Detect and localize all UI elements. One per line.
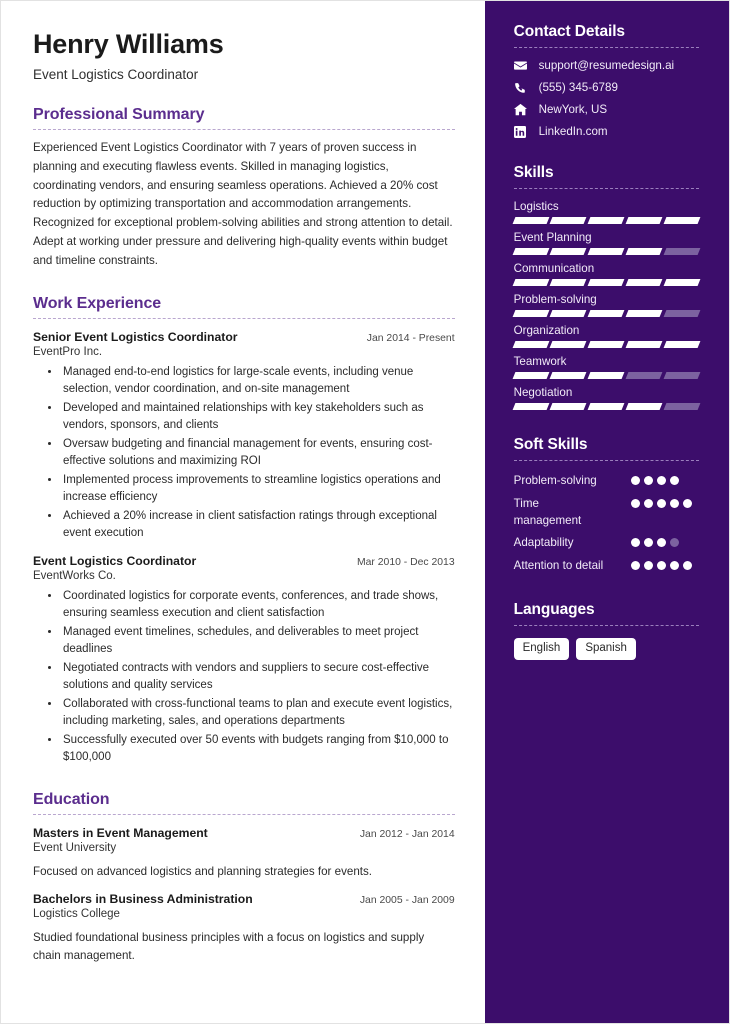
soft-skill-name: Time management (513, 496, 582, 527)
divider (514, 460, 699, 461)
soft-skill-list (514, 473, 699, 575)
language-list (514, 638, 699, 660)
work-bullet: • Coordinated logistics for corporate events, conferences, and trade shows, ensuring seamless execution and client satisfaction (61, 588, 455, 623)
education-entry (33, 892, 455, 965)
divider (514, 625, 699, 626)
education-entry-title: Masters in Event Management (33, 825, 208, 840)
skill-segment (664, 217, 701, 224)
divider (514, 188, 699, 189)
skill-segment (664, 248, 701, 255)
skill-segment (550, 217, 587, 224)
soft-skill-dot (670, 538, 679, 547)
work-bullet: • Developed and maintained relationships with key stakeholders such as vendors, sponsors, and clients (61, 400, 455, 435)
skill-segment (512, 403, 549, 410)
work-entry-header (33, 554, 455, 568)
section-contact-details (514, 23, 699, 138)
work-entry-company: EventWorks Co. (33, 570, 116, 583)
work-bullet: • Successfully executed over 50 events with budgets ranging from $10,000 to $100,000 (61, 732, 455, 767)
soft-skill-item (514, 496, 699, 530)
skill-segment (626, 372, 663, 379)
skill-item (514, 231, 699, 255)
section-heading-summary: Professional Summary (33, 106, 205, 124)
section-heading-soft-skills: Soft Skills (513, 436, 588, 453)
skill-segment (664, 403, 701, 410)
section-heading-skills: Skills (513, 164, 554, 181)
skill-item (514, 324, 699, 348)
main-column (1, 1, 485, 1023)
skill-level-bar (514, 372, 699, 379)
work-bullet: • Oversaw budgeting and financial management for events, ensuring cost-effective solutions and maximizing ROI (61, 436, 455, 471)
contact-item-value: (555) 345-6789 (538, 81, 618, 94)
skill-item (514, 262, 699, 286)
soft-skill-dot (631, 499, 640, 508)
contact-item-value: LinkedIn.com (538, 125, 608, 138)
skill-segment (588, 310, 625, 317)
envelope-icon (514, 59, 531, 72)
skill-segment (588, 341, 625, 348)
section-skills (514, 164, 699, 410)
soft-skill-dot (644, 538, 653, 547)
skill-segment (588, 217, 625, 224)
skill-segment (588, 279, 625, 286)
skill-level-bar (514, 248, 699, 255)
section-education (33, 791, 455, 966)
summary-text: Experienced Event Logistics Coordinator with 7 years of proven success in planning and executing flawless events. Skilled in managing logistics, coordinating vendors, and ensuring seamless operations. Achieved a 20% cost reduction by optimizing transportation and accommodation arrangements. Recognized for exceptional problem-solving abilities and strong attention to detail. Adept at working under pressure and delivering high-quality events within budget and timeline constraints. (33, 141, 453, 267)
candidate-job-title: Event Logistics Coordinator (33, 67, 199, 83)
education-entry-school: Event University (33, 841, 117, 854)
skill-segment (550, 279, 587, 286)
soft-skill-name: Problem-solving (513, 474, 597, 487)
work-bullet: • Managed end-to-end logistics for large-scale events, including venue selection, vendor coordination, and on-site management (61, 364, 455, 399)
skill-segment (550, 372, 587, 379)
skill-segment (626, 403, 663, 410)
skill-name: Negotiation (513, 386, 573, 399)
work-entry-date: Mar 2010 - Dec 2013 (356, 557, 455, 569)
soft-skill-dot (657, 561, 666, 570)
skill-segment (550, 341, 587, 348)
skill-segment (664, 341, 701, 348)
skill-segment (626, 279, 663, 286)
sidebar (485, 1, 729, 1023)
soft-skill-item (514, 473, 699, 490)
education-entry-title: Bachelors in Business Administration (33, 892, 253, 907)
contact-item[interactable] (514, 103, 699, 116)
skill-name: Logistics (513, 200, 559, 213)
education-entry-date: Jan 2005 - Jan 2009 (359, 895, 455, 907)
skill-segment (512, 372, 549, 379)
work-bullet: • Implemented process improvements to streamline logistics operations and increase efficiency (61, 472, 455, 507)
soft-skill-dot (683, 499, 692, 508)
skill-segment (550, 403, 587, 410)
divider (33, 318, 455, 319)
skill-level-bar (514, 310, 699, 317)
divider (33, 814, 455, 815)
section-professional-summary (33, 106, 455, 270)
skill-item (514, 386, 699, 410)
work-bullet: • Managed event timelines, schedules, and deliverables to meet project deadlines (61, 624, 455, 659)
contact-item-value: support@resumedesign.ai (538, 59, 675, 72)
skill-segment (512, 310, 549, 317)
contact-item[interactable] (514, 81, 699, 94)
skill-level-bar (514, 279, 699, 286)
skill-level-bar (514, 341, 699, 348)
skill-segment (626, 217, 663, 224)
section-heading-contact: Contact Details (513, 23, 625, 40)
linkedin-icon (514, 126, 531, 138)
skill-segment (588, 248, 625, 255)
soft-skill-rating (631, 558, 699, 570)
soft-skill-dot (657, 538, 666, 547)
contact-item[interactable] (514, 125, 699, 138)
skill-segment (664, 310, 701, 317)
skill-segment (588, 403, 625, 410)
skill-name: Problem-solving (513, 293, 597, 306)
language-chip[interactable]: Spanish (576, 638, 636, 660)
soft-skill-item (514, 558, 699, 575)
skill-name: Organization (513, 324, 580, 337)
work-bullet-list (33, 364, 455, 543)
candidate-name: Henry Williams (33, 29, 224, 59)
skill-segment (512, 217, 549, 224)
soft-skill-name: Adaptability (513, 536, 574, 550)
skill-level-bar (514, 403, 699, 410)
section-heading-work-experience: Work Experience (33, 294, 162, 312)
contact-item[interactable] (514, 59, 699, 72)
soft-skill-dot (657, 499, 666, 508)
soft-skill-dot (670, 561, 679, 570)
soft-skill-dot (631, 476, 640, 485)
soft-skill-dot (644, 561, 653, 570)
work-bullet: • Achieved a 20% increase in client satisfaction ratings through exceptional event execution (61, 508, 455, 543)
contact-item-value: NewYork, US (538, 103, 608, 116)
work-entry-title: Senior Event Logistics Coordinator (33, 329, 238, 344)
soft-skill-dot (683, 561, 692, 570)
soft-skill-dot (670, 476, 679, 485)
section-work-experience (33, 295, 455, 767)
soft-skill-dot (631, 561, 640, 570)
divider (33, 129, 455, 130)
skill-segment (512, 248, 549, 255)
skill-segment (512, 341, 549, 348)
work-entry (33, 554, 455, 767)
section-languages (514, 601, 699, 660)
skill-item (514, 355, 699, 379)
skill-segment (664, 372, 701, 379)
education-entry-header (33, 892, 455, 906)
education-entry-header (33, 826, 455, 840)
skill-item (514, 200, 699, 224)
skill-level-bar (514, 217, 699, 224)
education-entry (33, 826, 455, 881)
work-entry (33, 330, 455, 543)
work-entry-list (33, 330, 455, 767)
work-bullet: • Negotiated contracts with vendors and suppliers to secure cost-effective solutions and quality services (61, 660, 455, 695)
skill-segment (626, 341, 663, 348)
section-heading-education: Education (33, 790, 110, 808)
soft-skill-dot (670, 499, 679, 508)
work-entry-company: EventPro Inc. (33, 345, 103, 358)
skill-segment (588, 372, 625, 379)
soft-skill-dot (657, 476, 666, 485)
soft-skill-rating (631, 496, 699, 508)
education-entry-list (33, 826, 455, 966)
soft-skill-dot (644, 499, 653, 508)
skill-name: Teamwork (513, 355, 567, 368)
section-soft-skills (514, 436, 699, 575)
education-entry-description: Studied foundational business principles with a focus on logistics and supply chain management. (33, 931, 425, 963)
skill-segment (626, 248, 663, 255)
contact-list (514, 59, 699, 138)
work-bullet-list (33, 588, 455, 767)
work-entry-header (33, 330, 455, 344)
education-entry-description: Focused on advanced logistics and planning strategies for events. (33, 864, 373, 878)
skill-name: Event Planning (513, 231, 592, 244)
skill-item (514, 293, 699, 317)
skill-segment (550, 248, 587, 255)
education-entry-date: Jan 2012 - Jan 2014 (359, 828, 455, 840)
home-icon (514, 103, 531, 116)
soft-skill-dot (631, 538, 640, 547)
skill-segment (664, 279, 701, 286)
soft-skill-rating (631, 535, 699, 547)
page-title (33, 29, 455, 82)
work-bullet: • Collaborated with cross-functional teams to plan and execute event logistics, including marketing, sales, and operations departments (61, 696, 455, 731)
skill-segment (626, 310, 663, 317)
work-entry-title: Event Logistics Coordinator (33, 554, 197, 569)
education-entry-school: Logistics College (33, 908, 120, 921)
soft-skill-item (514, 535, 699, 552)
skill-segment (512, 279, 549, 286)
phone-icon (514, 82, 531, 94)
soft-skill-dot (644, 476, 653, 485)
language-chip[interactable]: English (514, 638, 570, 660)
soft-skill-rating (631, 473, 699, 485)
work-entry-date: Jan 2014 - Present (366, 332, 455, 344)
skill-name: Communication (513, 262, 595, 275)
skill-list (514, 200, 699, 410)
section-heading-languages: Languages (513, 600, 595, 618)
skill-segment (550, 310, 587, 317)
divider (514, 47, 699, 48)
soft-skill-name: Attention to detail (513, 559, 604, 573)
